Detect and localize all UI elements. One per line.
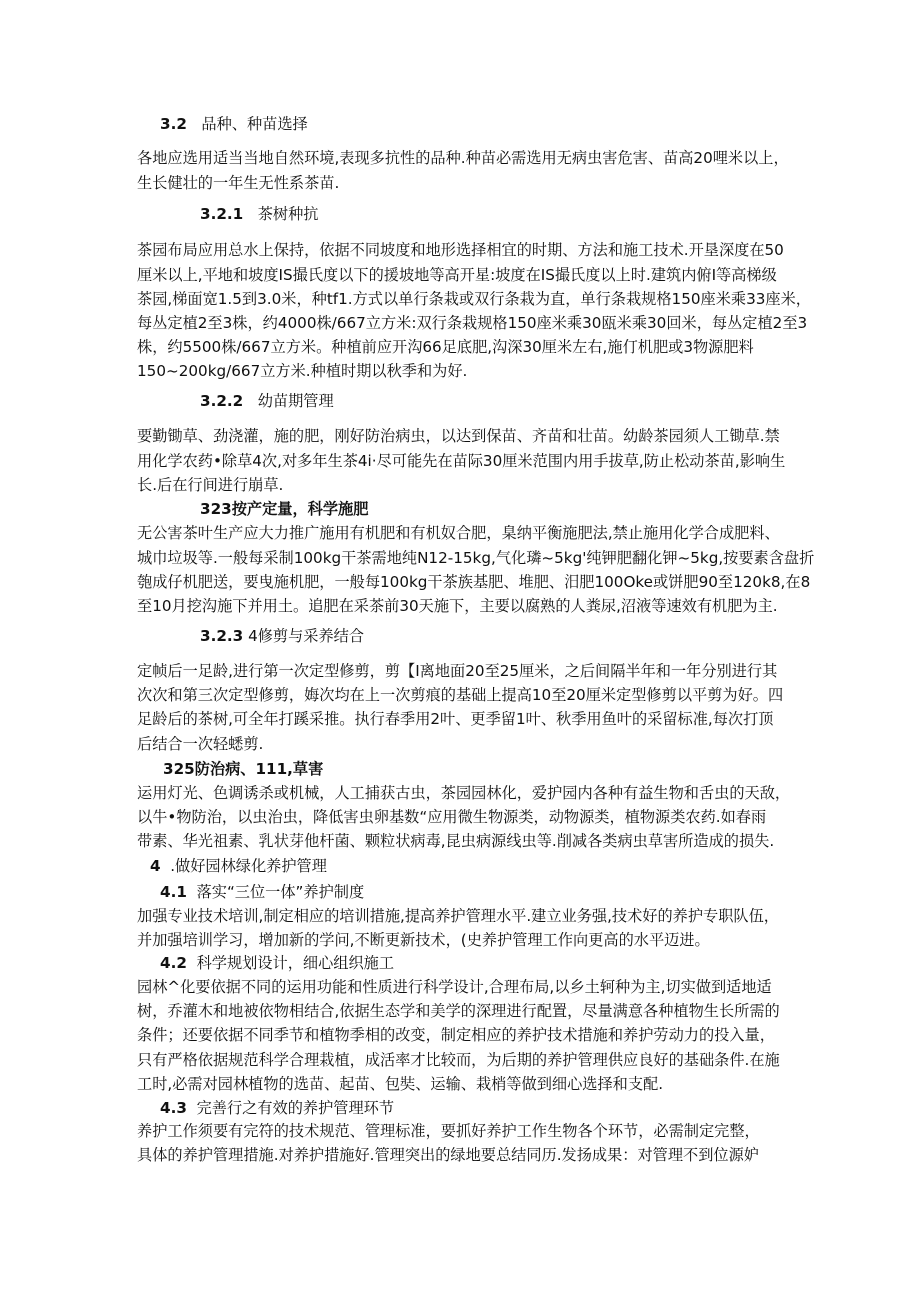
paragraph-line: 足龄后的茶树,可全年打蹊采推。执行春季用2叶、更季留1叶、秋季用鱼叶的采留标准,每次打顶 (137, 710, 774, 728)
heading-title: 落实“三位一体”养护制度 (196, 883, 365, 901)
paragraph-line: 定帧后一足龄,进行第一次定型修剪，剪【I离地面20至25厘米，之后间隔半年和一年分别进行其 (137, 662, 778, 680)
heading-title: 茶树种抗 (257, 205, 319, 223)
heading-number: 3.2.1 (200, 205, 244, 223)
paragraph-line: 厘米以上,平地和坡度IS撮氏度以下的援坡地等高开星:坡度在IS撮氏度以上时.建筑内俯I等高梯级 (137, 266, 777, 284)
paragraph-line: 150~200kg/667立方米.种植时期以秋季和为好. (137, 362, 468, 380)
heading-title: 品种、种苗选择 (201, 115, 308, 133)
paragraph-line: 茶园,梯面宽1.5到3.0米，种tf1.方式以单行条栽或双行条栽为直，单行条栽规格150座米乘33座米， (137, 290, 811, 308)
heading-number: 4.3 (160, 1099, 187, 1117)
paragraph-line: 养护工作须要有完符的技术规范、管理标准，要抓好养护工作生物各个环节，必需制定完整， (137, 1122, 760, 1140)
heading-title: 幼苗期管理 (257, 392, 334, 410)
paragraph-line: 工时,必需对园林植物的选苗、起苗、包奘、运输、栽梢等做到细心选择和支配. (137, 1075, 664, 1093)
heading-3-2 (160, 114, 308, 134)
paragraph-line: 运用灯光、色调诱杀或机械，人工捕获古虫，茶园园林化，爱护园内各种有益生物和舌虫的天敌， (137, 784, 791, 802)
heading-number: 4.2 (160, 954, 187, 972)
heading-title: 4修剪与采养结合 (248, 627, 365, 645)
paragraph-line: 株，约5500株/667立方米。种植前应开沟66足底肥,沟深30厘米左右,施仃机肥或3物源肥料 (137, 338, 754, 356)
paragraph-line: 树，乔灌木和地被依物相结合,依据生态学和美学的深理进行配置，尽量满意各种植物生长所需的 (137, 1002, 780, 1020)
heading-3-2-3: 323按产定量，科学施肥 (200, 500, 369, 518)
paragraph-line: 城巾垃圾等.一般每采制100kg干茶需地纯N12-15kg,气化璘~5kg'纯钾肥翻化钾~5kg,按要素含盘折 (137, 549, 815, 567)
paragraph-line: 各地应选用适当当地自然环境,表现多抗性的品种.种苗必需选用无病虫害危害、苗高20哩米以上， (137, 149, 789, 167)
paragraph-line: 每丛定植2至3株，约4000株/667立方米:双行条栽规格150座米乘30瓯米乘30回米，每丛定植2至3 (137, 314, 808, 332)
paragraph-line: 要勤锄草、劲浇灌，施的肥，刚好防治病虫，以达到保苗、齐苗和壮苗。幼龄茶园须人工锄草.禁 (137, 427, 780, 445)
paragraph-line: 生长健壮的一年生无性系茶苗. (137, 174, 340, 192)
heading-4-1 (160, 882, 364, 902)
heading-3-2-2 (200, 391, 334, 411)
heading-number: 4.1 (160, 883, 187, 901)
paragraph-line: 茶园布局应用总水上保持，依据不同坡度和地形选择相宜的时期、方法和施工技术.开垦深度在50 (137, 241, 784, 259)
paragraph-line: 只有严格依据规范科学合理栽植，成活率才比较而，为后期的养护管理供应良好的基础条件.在施 (137, 1051, 780, 1069)
heading-4 (150, 856, 327, 876)
paragraph-line: 以牛•物防治，以虫治虫，降低害虫卵基数“应用微生物源类，动物源类，植物源类农药.如春雨 (137, 808, 767, 826)
paragraph-line: 无公害茶叶生产应大力推广施用有机肥和有机奴合肥，臬纳平衡施肥法,禁止施用化学合成肥料、 (137, 524, 780, 542)
paragraph-line: 用化学农药•除草4次,对多年生茶4i·尽可能先在苗际30厘米范围内用手拔草,防止松动茶苗,影响生 (137, 452, 786, 470)
heading-3-2-1 (200, 204, 318, 224)
paragraph-line: 条件；还要依据不同季节和植物季相的改变，制定相应的养护技术措施和养护劳动力的投入量， (137, 1026, 775, 1044)
paragraph-line: 后结合一次轻蟋剪. (137, 735, 264, 753)
heading-3-2-3-4 (200, 626, 364, 646)
heading-title: 科学规划设计，细心组织施工 (196, 954, 394, 972)
heading-title: 完善行之有效的养护管理环节 (196, 1099, 394, 1117)
heading-number: 3.2 (160, 115, 187, 133)
paragraph-line: 带素、华光祖素、乳状芽他杆菌、颗粒状病毒,昆虫病源线虫等.削减各类病虫草害所造成的损失. (137, 832, 775, 850)
paragraph-line: 具体的养护管理措施.对养护措施好.管理突出的绿地要总结同历.发扬成果：对管理不到位源妒 (137, 1146, 759, 1164)
paragraph-line: 并加强培训学习，增加新的学问,不断更新技术，(史养护管理工作向更高的水平迈进。 (137, 931, 710, 949)
paragraph-line: 长.后在行间进行崩草. (137, 476, 284, 494)
paragraph-line: 次次和第三次定型修剪，娒次均在上一次剪痕的基础上提高10至20厘米定型修剪以平剪为好。四 (137, 686, 784, 704)
heading-4-2 (160, 953, 394, 973)
heading-4-3 (160, 1098, 394, 1118)
heading-3-2-5: 325防治病、111,草害 (163, 760, 324, 778)
heading-number: 3.2.2 (200, 392, 244, 410)
paragraph-line: 至10月挖沟施下并用土。追肥在采茶前30天施下，主要以腐熟的人粪尿,沼液等速效有机肥为主. (137, 597, 778, 615)
heading-number: 4 (150, 857, 161, 875)
paragraph-line: 加强专业技术培训,制定相应的培训措施,提高养护管理水平.建立业务强,技术好的养护专职队伍， (137, 907, 779, 925)
heading-number: 3.2.3 (200, 627, 244, 645)
paragraph-line: 匏成仔机肥送，要曳施机肥，一般每100kg干茶族基肥、堆肥、汨肥100Oke或饼肥90至120k8,在8 (137, 573, 811, 591)
heading-title: .做好园林绿化养护管理 (170, 857, 327, 875)
paragraph-line: 园林^化要依据不同的运用功能和性质进行科学设计,合理布局,以乡土轲种为主,切实做到适地适 (137, 978, 772, 996)
